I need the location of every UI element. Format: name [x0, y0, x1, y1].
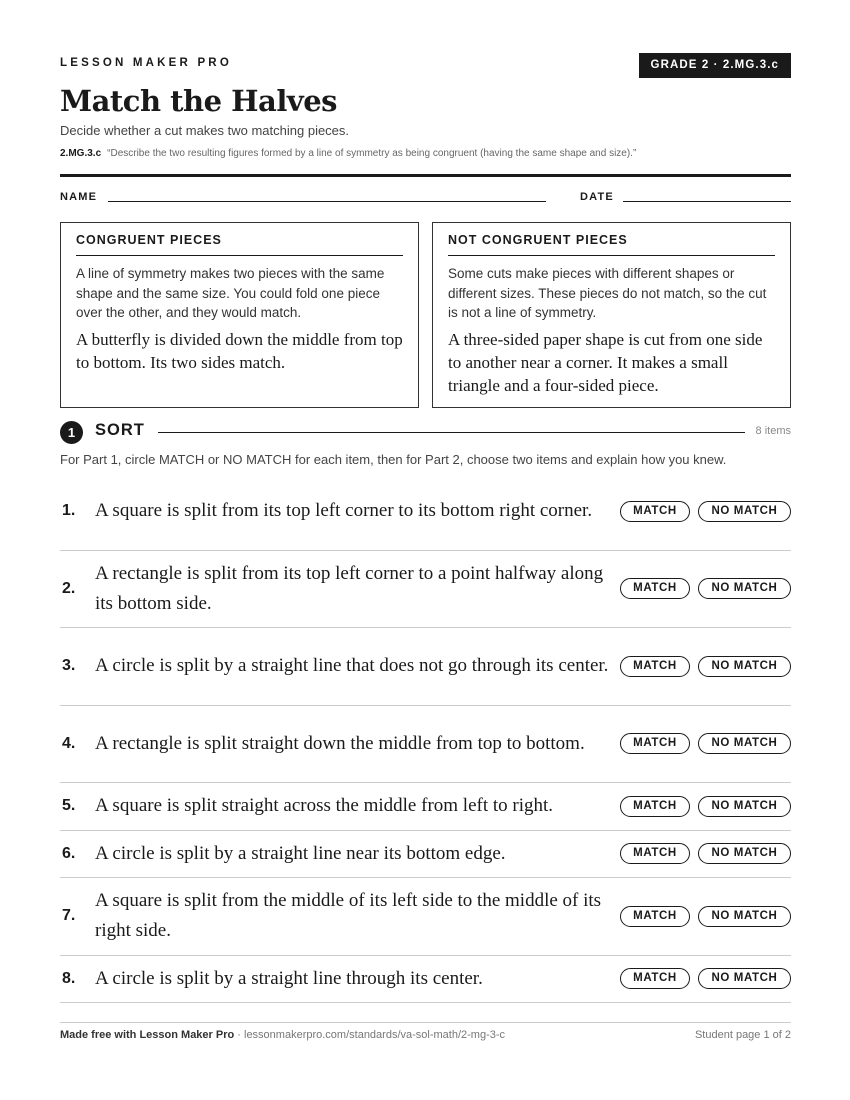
- no-match-option[interactable]: NO MATCH: [698, 796, 791, 817]
- item-number: 8.: [62, 969, 76, 987]
- section-number: 1: [60, 421, 83, 444]
- congruent-example: A butterfly is divided down the middle from top to bottom. Its two sides match.: [76, 329, 403, 372]
- match-option[interactable]: MATCH: [620, 578, 690, 599]
- no-match-option[interactable]: NO MATCH: [698, 656, 791, 677]
- list-item: [60, 473, 791, 551]
- no-match-option[interactable]: NO MATCH: [698, 906, 791, 927]
- match-option[interactable]: MATCH: [620, 656, 690, 677]
- no-match-option[interactable]: NO MATCH: [698, 578, 791, 599]
- item-text: A rectangle is split straight down the middle from top to bottom.: [95, 732, 585, 754]
- section-divider: [158, 432, 745, 433]
- list-item: [60, 783, 791, 831]
- standard-text: “Describe the two resulting figures formed by a line of symmetry as being congruent (having the same shape and size).”: [107, 148, 637, 159]
- list-item: [60, 706, 791, 784]
- match-option[interactable]: MATCH: [620, 906, 690, 927]
- match-option[interactable]: MATCH: [620, 501, 690, 522]
- item-choices: [620, 796, 791, 817]
- item-choices: [620, 906, 791, 927]
- name-field[interactable]: [108, 201, 546, 202]
- no-match-option[interactable]: NO MATCH: [698, 843, 791, 864]
- item-choices: [620, 733, 791, 754]
- item-choices: [620, 656, 791, 677]
- not-congruent-box: [432, 222, 791, 408]
- item-text: A square is split from its top left corner to its bottom right corner.: [95, 500, 593, 522]
- not-congruent-heading: NOT CONGRUENT PIECES: [448, 233, 775, 256]
- section-item-count: 8 items: [755, 425, 791, 437]
- list-item: [60, 831, 791, 879]
- item-number: 6.: [62, 844, 76, 862]
- match-option[interactable]: MATCH: [620, 733, 690, 754]
- item-list: [60, 473, 791, 1003]
- item-text: A circle is split by a straight line that does not go through its center.: [95, 655, 609, 677]
- item-number: 1.: [62, 502, 76, 520]
- list-item: [60, 878, 791, 956]
- grade-badge: GRADE 2 · 2.MG.3.c: [639, 53, 791, 78]
- no-match-option[interactable]: NO MATCH: [698, 968, 791, 989]
- footer-divider: [60, 1022, 791, 1023]
- footer-credit: [60, 1029, 505, 1041]
- congruent-box: [60, 222, 419, 408]
- not-congruent-text: Some cuts make pieces with different shapes or different sizes. These pieces do not match, so the cut is not a line of symmetry.: [448, 266, 767, 320]
- standard-line: [60, 148, 636, 159]
- section-instructions: For Part 1, circle MATCH or NO MATCH for each item, then for Part 2, choose two items and explain how you knew.: [60, 452, 727, 467]
- worksheet-page: [60, 0, 791, 1100]
- item-choices: [620, 968, 791, 989]
- congruent-text: A line of symmetry makes two pieces with the same shape and the same size. You could fold one piece over the other, and they would match.: [76, 266, 385, 320]
- item-text: A circle is split by a straight line through its center.: [95, 967, 483, 989]
- brand-name: LESSON MAKER PRO: [60, 57, 232, 69]
- match-option[interactable]: MATCH: [620, 968, 690, 989]
- match-option[interactable]: MATCH: [620, 796, 690, 817]
- section-title: SORT: [95, 421, 145, 439]
- item-choices: [620, 578, 791, 599]
- date-field[interactable]: [623, 201, 791, 202]
- list-item: [60, 628, 791, 706]
- no-match-option[interactable]: NO MATCH: [698, 733, 791, 754]
- item-choices: [620, 501, 791, 522]
- item-number: 3.: [62, 657, 76, 675]
- footer-url[interactable]: · lessonmakerpro.com/standards/va-sol-math/2-mg-3-c: [234, 1029, 506, 1041]
- item-text: A square is split straight across the middle from left to right.: [95, 795, 554, 817]
- page-subtitle: Decide whether a cut makes two matching pieces.: [60, 123, 350, 138]
- list-item: [60, 551, 791, 629]
- footer-page-number: Student page 1 of 2: [694, 1029, 791, 1041]
- item-number: 5.: [62, 797, 76, 815]
- item-choices: [620, 843, 791, 864]
- item-text: A square is split from the middle of its left side to the middle of its right side.: [95, 890, 602, 942]
- footer-made-with: Made free with Lesson Maker Pro: [60, 1029, 235, 1041]
- match-option[interactable]: MATCH: [620, 843, 690, 864]
- item-text: A circle is split by a straight line near its bottom edge.: [95, 842, 506, 864]
- page-title: Match the Halves: [60, 84, 337, 118]
- name-label: NAME: [60, 191, 98, 203]
- standard-code: 2.MG.3.c: [60, 148, 102, 159]
- not-congruent-example: A three-sided paper shape is cut from one side to another near a corner. It makes a small triangle and a four-sided piece.: [448, 329, 763, 395]
- list-item: [60, 956, 791, 1004]
- congruent-heading: CONGRUENT PIECES: [76, 233, 403, 256]
- no-match-option[interactable]: NO MATCH: [698, 501, 791, 522]
- item-number: 7.: [62, 907, 76, 925]
- date-label: DATE: [580, 191, 614, 203]
- item-number: 2.: [62, 579, 76, 597]
- item-text: A rectangle is split from its top left corner to a point halfway along its bottom side.: [95, 562, 604, 614]
- header-divider: [60, 174, 791, 177]
- item-number: 4.: [62, 734, 76, 752]
